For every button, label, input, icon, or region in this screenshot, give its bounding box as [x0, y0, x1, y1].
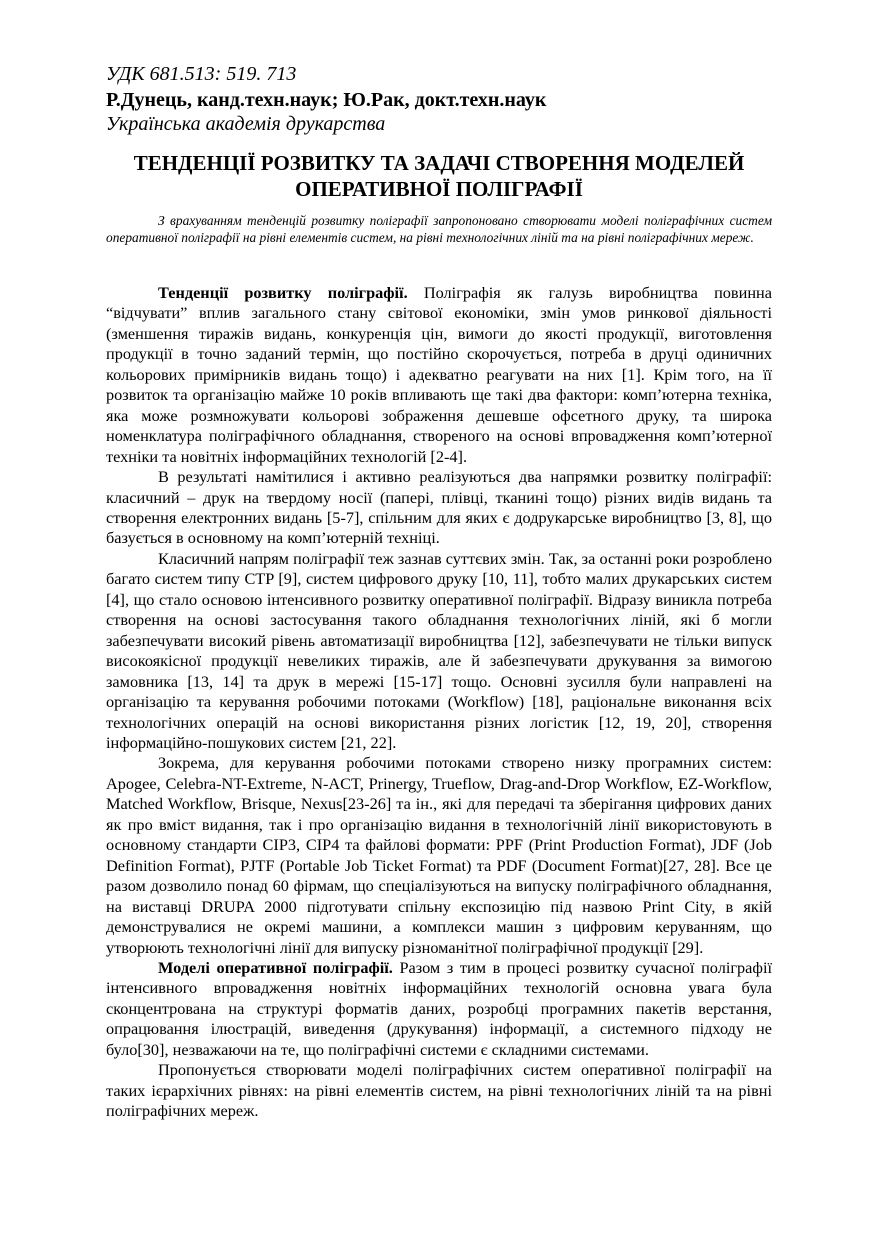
udk-code: УДК 681.513: 519. 713 [106, 63, 297, 85]
section-heading-trends: Тенденції розвитку поліграфії. [158, 283, 408, 302]
section-heading-models: Моделі оперативної поліграфії. [158, 957, 393, 977]
paragraph-trends [106, 283, 772, 467]
article-body [106, 283, 772, 1122]
abstract: З врахуванням тенденцій розвитку поліграфії запропоновано створювати моделі поліграфічних систем оперативної поліграфії на рівні елементів систем, на рівні технологічних ліній та на рівні поліграфічних мереж. [106, 213, 772, 245]
authors: Р.Дунець, канд.техн.наук; Ю.Рак, докт.техн.наук [106, 89, 547, 111]
paragraph-models [106, 958, 772, 1060]
paper-title: ТЕНДЕНЦІЇ РОЗВИТКУ ТА ЗАДАЧІ СТВОРЕННЯ МОДЕЛЕЙ ОПЕРАТИВНОЇ ПОЛІГРАФІЇ [133, 151, 745, 201]
paragraph-directions: В результаті намітилися і активно реалізуються два напрямки розвитку поліграфії: класичний – друк на твердому носії (папері, плівці, тканині тощо) різних видів видань та створення електронних видань [5-7], спільним для яких є додрукарське виробництво [3, 8], що базується в основному на комп’ютерній техніці. [106, 467, 772, 548]
paragraph-proposal: Пропонується створювати моделі поліграфічних систем оперативної поліграфії на таких ієрархічних рівнях: на рівні елементів систем, на рівні технологічних ліній та на рівні поліграфічних мереж. [106, 1060, 772, 1121]
affiliation: Українська академія друкарства [106, 113, 386, 135]
paragraph-text: Поліграфія як галузь виробництва повинна “відчувати” вплив загального стану світової економіки, змін умов ринкової діяльності (зменшення тиражів видань, конкуренція цін, вимоги до якості продукції, виготовлення продукції в точно заданий термін, що постійно скорочується, потреба в друці одиничних кольорових примірників видань тощо) і адекватно реагувати на них [1]. Крім того, на її розвиток та організацію майже 10 років впливають ще такі два фактори: комп’ютерна техніка, яка може розмножувати кольорові зображення дешевше офсетного друку, та широка номенклатура поліграфічного обладнання, створеного на основі впровадження комп’ютерної техніки та новітніх інформаційних технологій [2-4]. [106, 283, 772, 466]
paragraph-text: Разом з тим в процесі розвитку сучасної поліграфії інтенсивного впровадження новітніх інформаційних технологій основна увага була сконцентрована на структурі форматів даних, розробці програмних пакетів верстання, опрацювання ілюстрацій, виведення (друкування) інформації, а системного підходу не було[30], незважаючи на те, що поліграфічні системи є складними системами. [106, 957, 772, 1059]
paragraph-classic: Класичний напрям поліграфії теж зазнав суттєвих змін. Так, за останні роки розроблено багато систем типу CTP [9], систем цифрового друку [10, 11], тобто малих друкарських систем [4], що стало основою інтенсивного розвитку оперативної поліграфії. Відразу виникла потреба створення на основі застосування такого обладнання технологічних ліній, які б могли забезпечувати високий рівень автоматизації виробництва [12], забезпечувати не тільки випуск високоякісної продукції невеликих тиражів, але й забезпечувати друкування за вимогою замовника [13, 14] та друк в мережі [15-17] тощо. Основні зусилля були направлені на організацію та керування робочими потоками (Workflow) [18], раціональне виконання всіх технологічних операцій на основі використання різних логістик [12, 19, 20], створення інформаційно-пошукових систем [21, 22]. [106, 548, 772, 752]
paragraph-workflow: Зокрема, для керування робочими потоками створено низку програмних систем: Apogee, Celebra-NT-Extreme, N-ACT, Prinergy, Trueflow, Drag-and-Drop Workflow, EZ-Workflow, Matched Workflow, Brisque, Nexus[23-26] та ін., які для передачі та зберігання цифрових даних як про вміст видання, так і про організацію видання в технологічній лінії використовують в основному стандарти CIP3, CIP4 та файлові формати: PPF (Print Production Format), JDF (Job Definition Format), PJTF (Portable Job Ticket Format) та PDF (Document Format)[27, 28]. Все це разом дозволило понад 60 фірмам, що спеціалізуються на випуску поліграфічного обладнання, на виставці DRUPA 2000 підготувати спільну експозицію під назвою Print City, в якій демонструвалися не окремі машини, а комплекси машин з цифровим керуванням, що утворюють технологічні лінії для випуску різноманітної поліграфічної продукції [29]. [106, 753, 772, 957]
